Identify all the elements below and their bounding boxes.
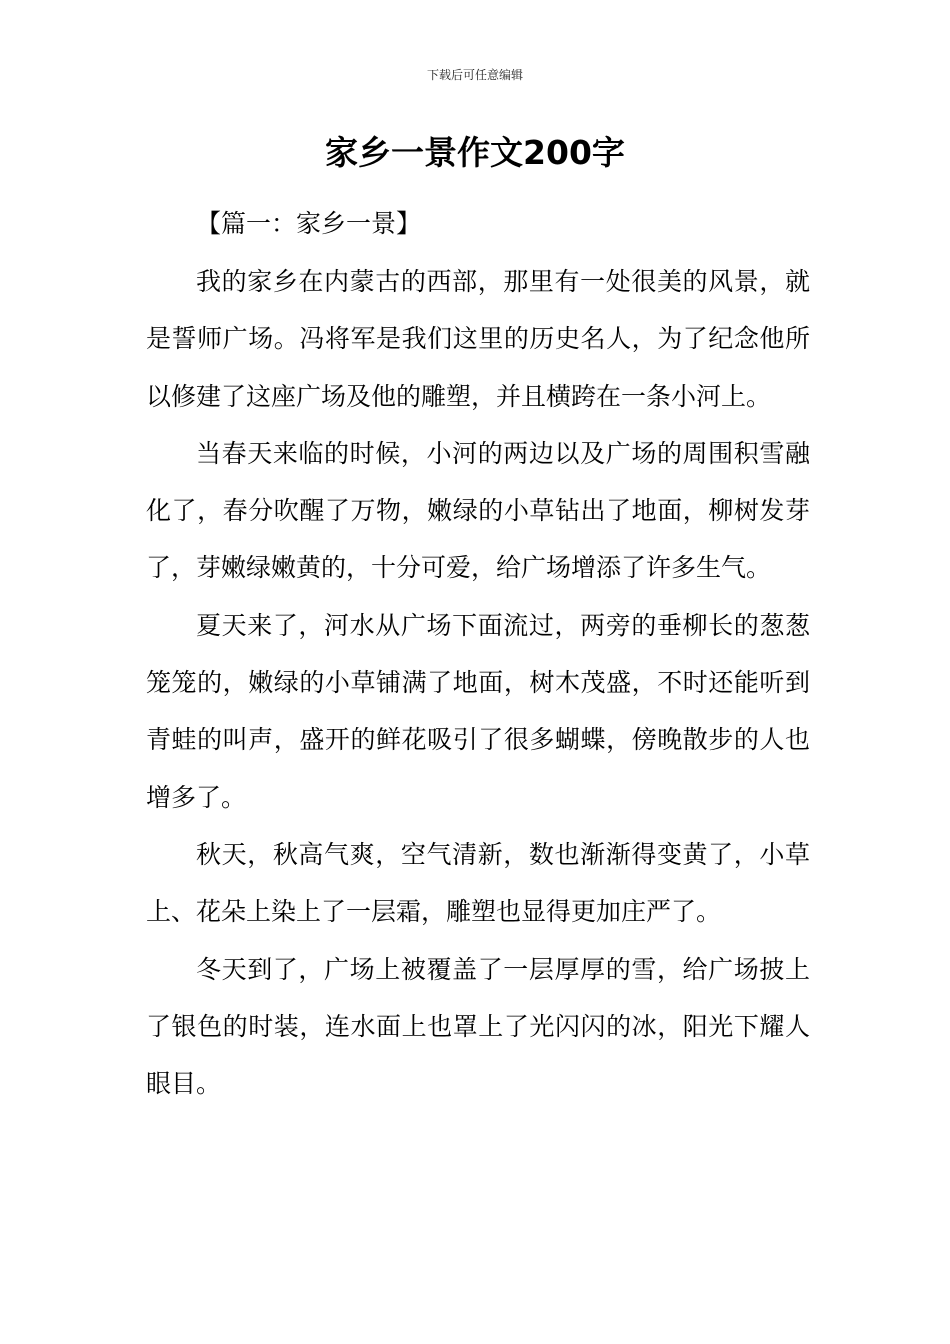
paragraph-spring: 当春天来临的时候，小河的两边以及广场的周围积雪融化了，春分吹醒了万物，嫩绿的小草钻出了地面，柳树发芽了，芽嫩绿嫩黄的，十分可爱，给广场增添了许多生气。 [146, 438, 810, 583]
paragraph-intro: 我的家乡在内蒙古的西部，那里有一处很美的风景，就是誓师广场。冯将军是我们这里的历史名人，为了纪念他所以修建了这座广场及他的雕塑，并且横跨在一条小河上。 [146, 267, 810, 411]
document-body [146, 196, 810, 1112]
section-heading: 【篇一：家乡一景】 [196, 209, 422, 238]
paragraph-winter: 冬天到了，广场上被覆盖了一层厚厚的雪，给广场披上了银色的时装，连水面上也罩上了光闪闪的冰，阳光下耀人眼目。 [146, 954, 810, 1099]
paragraph-summer: 夏天来了，河水从广场下面流过，两旁的垂柳长的葱葱笼笼的，嫩绿的小草铺满了地面，树木茂盛，不时还能听到青蛙的叫声，盛开的鲜花吸引了很多蝴蝶，傍晚散步的人也增多了。 [146, 610, 810, 812]
paragraph-autumn: 秋天，秋高气爽，空气清新，数也渐渐得变黄了，小草上、花朵上染上了一层霜，雕塑也显得更加庄严了。 [146, 839, 810, 927]
document-title: 家乡一景作文200字 [325, 133, 625, 172]
header-note: 下载后可任意编辑 [426, 68, 523, 82]
